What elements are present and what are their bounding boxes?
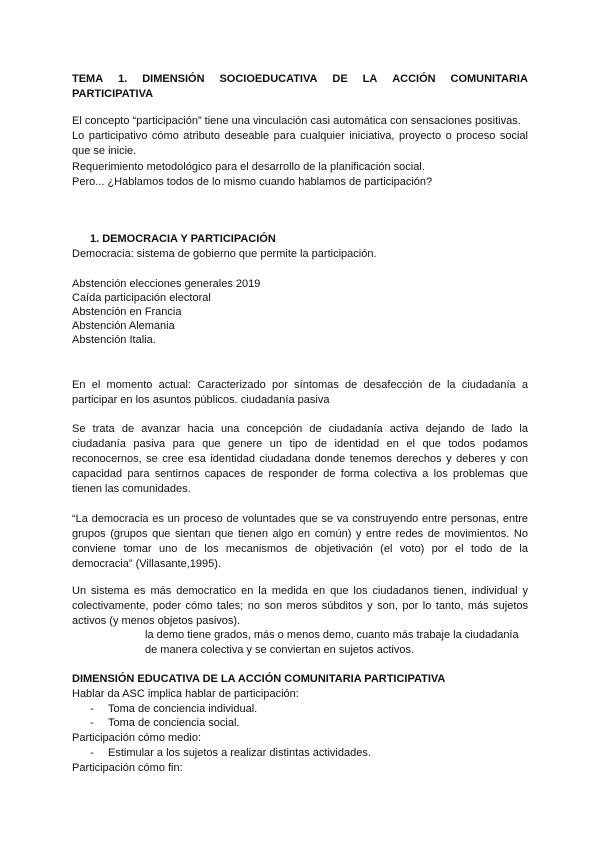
bullet-text: Toma de conciencia individual. xyxy=(108,703,258,715)
section-heading-democracia: 1. DEMOCRACIA Y PARTICIPACIÓN xyxy=(90,233,276,245)
paragraph-momento-actual: En el momento actual: Caracterizado por síntomas de desafección de la ciudadanía a participar en los asuntos públicos. ciudadanía pasiva xyxy=(72,379,528,406)
intro-paragraph-4: Pero... ¿Hablamos todos de lo mismo cuando hablamos de participación? xyxy=(72,176,433,188)
paragraph-sistema-democratico: Un sistema es más democratico en la medida en que los ciudadanos tienen, individual y colectivamente, poder cómo tales; no son meros súbditos y son, por lo tanto, más sujetos activos (y menos objetos pasivos). xyxy=(72,585,528,627)
list-item: Abstención elecciones generales 2019 xyxy=(72,278,261,290)
section2-line-2: Participación cómo medio: xyxy=(72,732,202,744)
indented-note-line-1: la demo tiene grados, más o menos demo, cuanto más trabaje la ciudadanía xyxy=(145,629,519,641)
bullet-dash: - xyxy=(90,747,94,759)
title-word: TEMA xyxy=(72,73,104,85)
list-item: Abstención en Francia xyxy=(72,306,182,318)
bullet-dash: - xyxy=(90,717,94,729)
bullet-dash: - xyxy=(90,703,94,715)
list-item: Caída participación electoral xyxy=(72,292,211,304)
title-word: DE xyxy=(332,73,348,85)
section-heading-dimension-educativa: DIMENSIÓN EDUCATIVA DE LA ACCIÓN COMUNITARIA PARTICIPATIVA xyxy=(72,673,446,685)
section2-line-1: Hablar da ASC implica hablar de participación: xyxy=(72,688,299,700)
title-word: SOCIOEDUCATIVA xyxy=(219,73,318,85)
intro-paragraph-2: Lo participativo cómo atributo deseable para cualquier iniciativa, proyecto o proceso social que se inicie. xyxy=(72,130,528,157)
section2-line-3: Participación cómo fin: xyxy=(72,762,183,774)
paragraph-ciudadania-activa: Se trata de avanzar hacia una concepción de ciudadanía activa dejando de lado la ciudadanía pasiva para que genere un tipo de identidad en el que todos podamos reconocernos, se cree esa identidad ciudadana donde tenemos derechos y deberes y con capacidad para sentirnos capaces de responder de forma colectiva a los problemas que tienen las comunidades. xyxy=(72,423,528,495)
title-word: 1. xyxy=(118,73,128,85)
document-title xyxy=(72,72,528,102)
definition-democracia: Democracia: sistema de gobierno que permite la participación. xyxy=(72,248,377,260)
intro-paragraph-1: El concepto “participación” tiene una vinculación casi automática con sensaciones positivas. xyxy=(72,115,521,127)
list-item: Abstención Alemania xyxy=(72,320,175,332)
title-word: ACCIÓN xyxy=(392,73,436,85)
quote-villasante: “La democracia es un proceso de voluntades que se va construyendo entre personas, entre grupos (grupos que sientan que tienen algo en común) y entre redes de movimientos. No conviene tomar uno de los mecanismos de objetivación (el voto) por el todo de la democracia” (Villasante,1995). xyxy=(72,513,528,570)
indented-note-line-2: de manera colectiva y se conviertan en sujetos activos. xyxy=(145,644,415,656)
title-word: DIMENSIÓN xyxy=(142,73,205,85)
title-line-1 xyxy=(72,72,528,87)
list-item: Abstención Italia. xyxy=(72,334,156,346)
intro-paragraph-3: Requerimiento metodológico para el desarrollo de la planificación social. xyxy=(72,161,425,173)
bullet-text: Toma de conciencia social. xyxy=(108,717,240,729)
title-line-2: PARTICIPATIVA xyxy=(72,88,154,100)
title-word: LA xyxy=(362,73,378,85)
title-word: COMUNITARIA xyxy=(450,73,528,85)
bullet-text: Estimular a los sujetos a realizar distintas actividades. xyxy=(108,747,371,759)
